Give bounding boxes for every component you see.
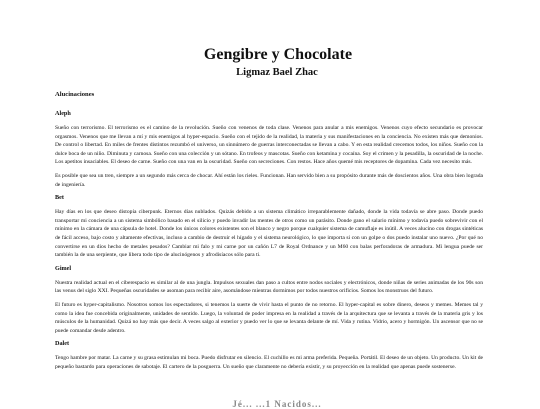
subsection-bet: [55, 194, 483, 260]
subsection-heading: Aleph: [55, 110, 71, 117]
paragraph: Es posible que sea un tren, siempre a un segundo más cerca de chocar. Ahí están los rieles. Funcionan. Han servido bien a su propósito durante más de doscientos años. Una obra bien lograda de ingeniería.: [55, 172, 483, 188]
subsection-heading: Dalet: [55, 340, 70, 348]
paragraph: Tengo hambre por matar. La carne y su grasa estimulan mi boca. Puedo disfrutar en silencio. El cuchillo es mi arma preferida. Pequeña. Portátil. El deseo de un objeto. Un producto. Un kit de pequeño bastardo para operaciones de sabotaje. El cartero de la posguerra. Un sueño que claramente no debería existir, y su proyección en la realidad que apenas puede sostenerse.: [55, 355, 483, 370]
subsection-aleph: [55, 110, 483, 189]
cutoff-heading: Jé... ...1 Nacidos...: [232, 399, 322, 409]
subsection-heading: Gimel: [55, 264, 72, 272]
paragraph: El futuro es hyper-capitalismo. Nosotros somos los espectadores, si tenemos la suerte de vivir hasta el punto de no retorno. El hyper-capital es sobre dinero, deseos y memes. Memes tal y como la idea fue concebida originalmente, unidades de sentido. Luego, la voluntad de poder impresa en la realidad a través de la arquitectura que se levanta a través de la materia gris y los músculos de la humanidad. Quizá no hay más que decir. A veces salgo al exterior y puedo ver lo que se levanta delante de mí. Vida y rutina. Vidrio, acero y hormigón. Un ascensor que no se puede comandar desde adentro.: [55, 301, 483, 334]
section-heading: Alucinaciones: [55, 91, 95, 98]
subsection-gimel: [55, 265, 483, 336]
document-title: Gengibre y Chocolate: [203, 46, 353, 63]
paragraph: Nuestra realidad actual en el ciberespacio es similar al de una jungla. Impulsos sexuales dan paso a cultos entre nodos sociales y electrónicos, donde niñas de series animadas de los 90s son las venus del siglo XXI. Pequeñas oscuridades se asoman para recibir aire, asomándose mientras dormimos por todos nuestros orificios. Somos los monstruos del futuro.: [55, 279, 483, 295]
subsection-dalet: [55, 340, 483, 371]
subsection-heading: Bet: [55, 194, 64, 202]
paragraph: Sueño con terrorismo. El terrorismo es el camino de la revolución. Sueño con venenos de toda clase. Venenos para anular a mis enemigos. Venenos cuyo efecto secundario es provocar orgasmos. Venenos que me llevan a mí y mis enemigos al hyper-espacio. Sueño con el tejido de la realidad, la materia y sus manifestaciones en la conciencia. No existen más que demonios. De control o libertad. En miles de frentes distintos rezumbó el universo, un sinnúmero de guerras interconectadas se llevan a cabo. Y en esta realidad crecemos todos, los niños. Sueño con la dulce boca de un niño. Diminuta y carnosa. Sueño con una colección y un sótano. En trofeos y mascotas. Sueño con ketamina y cocaína. Soy el crimen y la pesadilla, la oscuridad de la noche. Los apetitos insaciables. El deseo de carne. Sueño con una van en la oscuridad. Sueño con secreciones. Con restos. Hace años quemé mis receptores de dopamina. Cada vez necesito más.: [55, 125, 483, 166]
document-author: Ligmaz Bael Zhac: [236, 67, 318, 78]
paragraph: Hay días en los que deseo distopía ciberpunk. Eternos días nublados. Quizás debido a un sistema climático irreparablemente dañado, donde la vida todavía se abre paso. Donde puedo transportar mi conciencia a un sistema simbólico basado en el silicio y puedo invadir las mentes de otros como un parásito. Donde gano el salario mínimo y todavía puedo sobrevivir con el mínimo en la cámara de una cápsula de hotel. Donde los únicos colores existentes son el blanco y negro porque cualquier sistema de camuflaje es inútil. A veces alucino con drogas sintéticas de fácil acceso, bajo costo y altamente efectivas, incluso a cambio de destruir el hígado y el sistema neurológico, lo que importa si con un golpe o dos puedo instalar uno nuevo. ¿Por qué no convertirse en un dios hecho de metales pesados? Cambiar mi falo y mi carne por un cañón L7 de Royal Ordnance y un M60 con balas perforadoras de armadura. Mi lengua puede ser también la de una serpiente, que libera todo tipo de alucinógenos y afrodisíacos sólo para ti.: [55, 209, 483, 259]
